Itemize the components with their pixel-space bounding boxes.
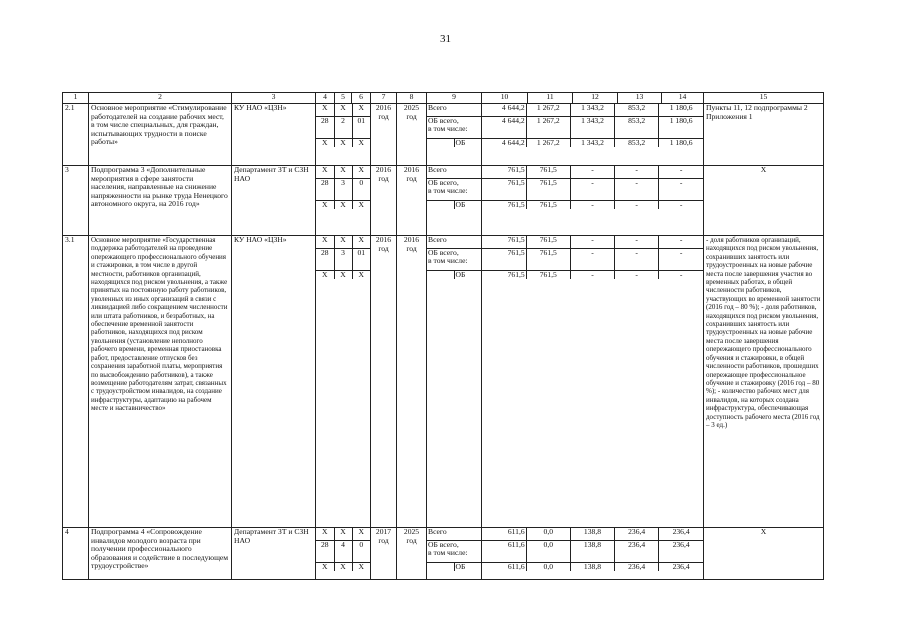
- value-cell: 611,6: [482, 540, 526, 562]
- value-cell: 138,8: [570, 540, 614, 562]
- source-label: ОБ: [454, 270, 481, 279]
- value-cell: 1 343,2: [570, 138, 614, 147]
- code-cell: Х: [334, 200, 352, 209]
- value-cell: 1 267,2: [526, 116, 570, 138]
- value-cell: -: [570, 248, 614, 270]
- value-cell: -: [659, 270, 703, 279]
- value-cell: 853,2: [615, 116, 659, 138]
- code-cell: 01: [352, 248, 370, 270]
- source-label: Всего: [428, 527, 447, 536]
- value-cell: 1 267,2: [526, 138, 570, 147]
- value-cell: 761,5: [526, 166, 570, 178]
- header-cell: 11: [528, 93, 573, 104]
- activity-name: Подпрограмма 4 «Сопровождение инвалидов молодого возраста при получении профессионального образования и содействие в последующем трудоустройстве»: [89, 528, 232, 580]
- value-cell: -: [615, 248, 659, 270]
- value-cell: 138,8: [570, 528, 614, 540]
- value-cell: 236,4: [615, 562, 659, 571]
- value-cell: 236,4: [615, 540, 659, 562]
- header-cell: 7: [371, 93, 397, 104]
- code-cell: Х: [334, 270, 352, 279]
- source-label: Всего: [428, 103, 447, 112]
- value-cell: 4 644,2: [482, 116, 526, 138]
- activity-name: Основное мероприятие «Государственная поддержка работодателей на проведение опережающего профессионального обучения и стажировки, в том числе в другой местности, работников организаций, находящихся под риском увольнения, а также принятых на постоянную работу работников, уволенных из иных организаций в связи с ликвидацией либо сокращением численности или штата работников, и безработных, на обеспечение временной занятости работников, находящихся под риском увольнения (установление неполного рабочего времени, временная приостановка работ, предоставление отпусков без сохранения заработной платы, мероприятия по высвобождению работников), а также возмещение работодателям затрат, связанных с трудоустройством инвалидов, на создание инфраструктуры, адаптацию на рабочем месте и наставничество»: [89, 236, 232, 528]
- source-label: ОБ всего, в том числе:: [427, 116, 481, 138]
- start-year: 2017 год: [371, 528, 397, 580]
- value-cell: 0,0: [526, 562, 570, 571]
- value-cell: 853,2: [615, 138, 659, 147]
- end-year: 2025 год: [397, 528, 427, 580]
- value-cell: 611,6: [482, 562, 526, 571]
- start-year: 2016 год: [371, 104, 397, 166]
- end-year: 2025 год: [397, 104, 427, 166]
- budget-codes: [316, 528, 371, 580]
- header-cell: 1: [63, 93, 89, 104]
- value-cell: -: [570, 270, 614, 279]
- value-cell: 853,2: [615, 104, 659, 116]
- row-number: 4: [63, 528, 89, 580]
- code-cell: 28: [316, 116, 334, 138]
- code-cell: Х: [334, 528, 352, 540]
- value-cell: 761,5: [526, 178, 570, 200]
- header-cell: 6: [352, 93, 371, 104]
- value-cell: -: [615, 178, 659, 200]
- code-cell: Х: [352, 270, 370, 279]
- value-cell: 4 644,2: [501, 103, 525, 112]
- funding-source: [427, 166, 482, 236]
- code-cell: Х: [352, 562, 370, 571]
- value-cell: -: [570, 166, 614, 178]
- value-cell: 761,5: [526, 200, 570, 209]
- code-cell: Х: [352, 236, 370, 248]
- code-cell: Х: [322, 103, 328, 112]
- funding-source: [427, 236, 482, 528]
- code-cell: Х: [334, 138, 352, 147]
- executor: КУ НАО «ЦЗН»: [232, 236, 316, 528]
- value-cell: 761,5: [482, 200, 526, 209]
- header-cell: 3: [232, 93, 316, 104]
- value-cell: 761,5: [507, 235, 525, 244]
- executor: Департамент ЗТ и СЗН НАО: [232, 528, 316, 580]
- code-cell: Х: [334, 562, 352, 571]
- program-table: [62, 92, 824, 580]
- value-cell: -: [659, 200, 703, 209]
- value-cell: 236,4: [659, 540, 703, 562]
- end-year: 2016 год: [397, 236, 427, 528]
- source-label: ОБ всего, в том числе:: [427, 178, 481, 200]
- value-cell: 1 180,6: [659, 116, 703, 138]
- header-cell: 2: [89, 93, 232, 104]
- header-cell: 13: [618, 93, 662, 104]
- code-cell: Х: [334, 236, 352, 248]
- value-cell: -: [570, 236, 614, 248]
- start-year: 2016 год: [371, 166, 397, 236]
- value-cell: 4 644,2: [482, 138, 526, 147]
- row-number: 3: [63, 166, 89, 236]
- expected-result: Пункты 11, 12 подпрограммы 2 Приложения 1: [704, 104, 824, 166]
- code-cell: Х: [352, 200, 370, 209]
- code-cell: 2: [334, 116, 352, 138]
- funding-values: [482, 528, 704, 580]
- code-cell: Х: [352, 166, 370, 178]
- expected-result: Х: [704, 166, 824, 236]
- value-cell: 761,5: [507, 165, 525, 174]
- code-cell: 28: [316, 540, 334, 562]
- value-cell: -: [659, 178, 703, 200]
- value-cell: -: [615, 236, 659, 248]
- expected-result: - доля работников организаций, находящихся под риском увольнения, сохранивших занятость или трудоустроенных на новые рабочие места после завершения участия во временных работах, в общей численности работников, участвующих во временной занятости (2016 год – 80 %); - доля работников, находящихся под риском увольнения, сохранивших занятость или трудоустроенных на новые рабочие места после завершения опережающего профессионального обучения и стажировки, в общей численности работников, прошедших опережающее профессиональное обучение и стажировку (2016 год – 80 %); - количество рабочих мест для инвалидов, на которых создана инфраструктура, обеспечивающая доступность рабочего места (2016 год – 3 ед.): [704, 236, 824, 528]
- value-cell: -: [615, 166, 659, 178]
- funding-values: [482, 104, 704, 166]
- budget-codes: [316, 166, 371, 236]
- table-row: [63, 166, 824, 236]
- source-label: ОБ: [454, 200, 481, 209]
- table-row: [63, 528, 824, 580]
- value-cell: -: [570, 200, 614, 209]
- code-cell: Х: [316, 138, 334, 147]
- value-cell: 761,5: [526, 236, 570, 248]
- code-cell: Х: [334, 104, 352, 116]
- value-cell: -: [615, 270, 659, 279]
- code-cell: Х: [334, 166, 352, 178]
- source-label: Всего: [428, 165, 447, 174]
- code-cell: Х: [352, 138, 370, 147]
- value-cell: 761,5: [526, 270, 570, 279]
- budget-codes: [316, 104, 371, 166]
- value-cell: 0,0: [526, 540, 570, 562]
- code-cell: Х: [322, 527, 328, 536]
- activity-name: Подпрограмма 3 «Дополнительные мероприятия в сфере занятости населения, направленные на снижение напряженности на рынке труда Ненецкого автономного округа, на 2016 год»: [89, 166, 232, 236]
- row-number: 2.1: [63, 104, 89, 166]
- source-label: Всего: [428, 235, 447, 244]
- source-label: ОБ всего, в том числе:: [427, 540, 481, 562]
- code-cell: 4: [334, 540, 352, 562]
- executor: Департамент ЗТ и СЗН НАО: [232, 166, 316, 236]
- funding-source: [427, 104, 482, 166]
- value-cell: 236,4: [615, 528, 659, 540]
- budget-codes: [316, 236, 371, 528]
- end-year: 2016 год: [397, 166, 427, 236]
- value-cell: -: [659, 166, 703, 178]
- value-cell: 236,4: [659, 562, 703, 571]
- value-cell: -: [659, 236, 703, 248]
- source-label: ОБ: [454, 138, 481, 147]
- executor: КУ НАО «ЦЗН»: [232, 104, 316, 166]
- value-cell: 761,5: [482, 178, 526, 200]
- code-cell: Х: [316, 270, 334, 279]
- value-cell: 1 180,6: [659, 104, 703, 116]
- value-cell: 236,4: [659, 528, 703, 540]
- funding-source: [427, 528, 482, 580]
- header-cell: 10: [482, 93, 528, 104]
- value-cell: 611,6: [507, 527, 525, 536]
- header-cell: 8: [397, 93, 427, 104]
- value-cell: 138,8: [570, 562, 614, 571]
- funding-values: [482, 166, 704, 236]
- source-label: ОБ всего, в том числе:: [427, 248, 481, 270]
- value-cell: 761,5: [526, 248, 570, 270]
- header-row: [63, 93, 824, 104]
- value-cell: 1 343,2: [570, 104, 614, 116]
- value-cell: -: [659, 248, 703, 270]
- header-cell: 9: [427, 93, 482, 104]
- code-cell: Х: [352, 528, 370, 540]
- code-cell: Х: [322, 235, 328, 244]
- page-number: 31: [440, 33, 451, 45]
- value-cell: -: [615, 200, 659, 209]
- funding-values: [482, 236, 704, 528]
- start-year: 2016 год: [371, 236, 397, 528]
- value-cell: 1 343,2: [570, 116, 614, 138]
- value-cell: 1 267,2: [526, 104, 570, 116]
- header-cell: 12: [573, 93, 618, 104]
- table-row: [63, 236, 824, 528]
- header-cell: 4: [316, 93, 335, 104]
- code-cell: 0: [352, 178, 370, 200]
- value-cell: 1 180,6: [659, 138, 703, 147]
- table-row: [63, 104, 824, 166]
- row-number: 3.1: [63, 236, 89, 528]
- header-cell: 5: [335, 93, 352, 104]
- expected-result: Х: [704, 528, 824, 580]
- header-cell: 15: [704, 93, 824, 104]
- value-cell: 761,5: [482, 248, 526, 270]
- code-cell: 0: [352, 540, 370, 562]
- code-cell: 3: [334, 248, 352, 270]
- code-cell: Х: [316, 200, 334, 209]
- code-cell: Х: [316, 562, 334, 571]
- activity-name: Основное мероприятие «Стимулирование работодателей на создание рабочих мест, в том числе специальных, для граждан, испытывающих трудности в поиске работы»: [89, 104, 232, 166]
- header-cell: 14: [662, 93, 704, 104]
- code-cell: 3: [334, 178, 352, 200]
- code-cell: Х: [352, 104, 370, 116]
- code-cell: 01: [352, 116, 370, 138]
- source-label: ОБ: [454, 562, 481, 571]
- value-cell: 761,5: [482, 270, 526, 279]
- code-cell: 28: [316, 248, 334, 270]
- code-cell: Х: [322, 165, 328, 174]
- value-cell: 0,0: [526, 528, 570, 540]
- value-cell: -: [570, 178, 614, 200]
- code-cell: 28: [316, 178, 334, 200]
